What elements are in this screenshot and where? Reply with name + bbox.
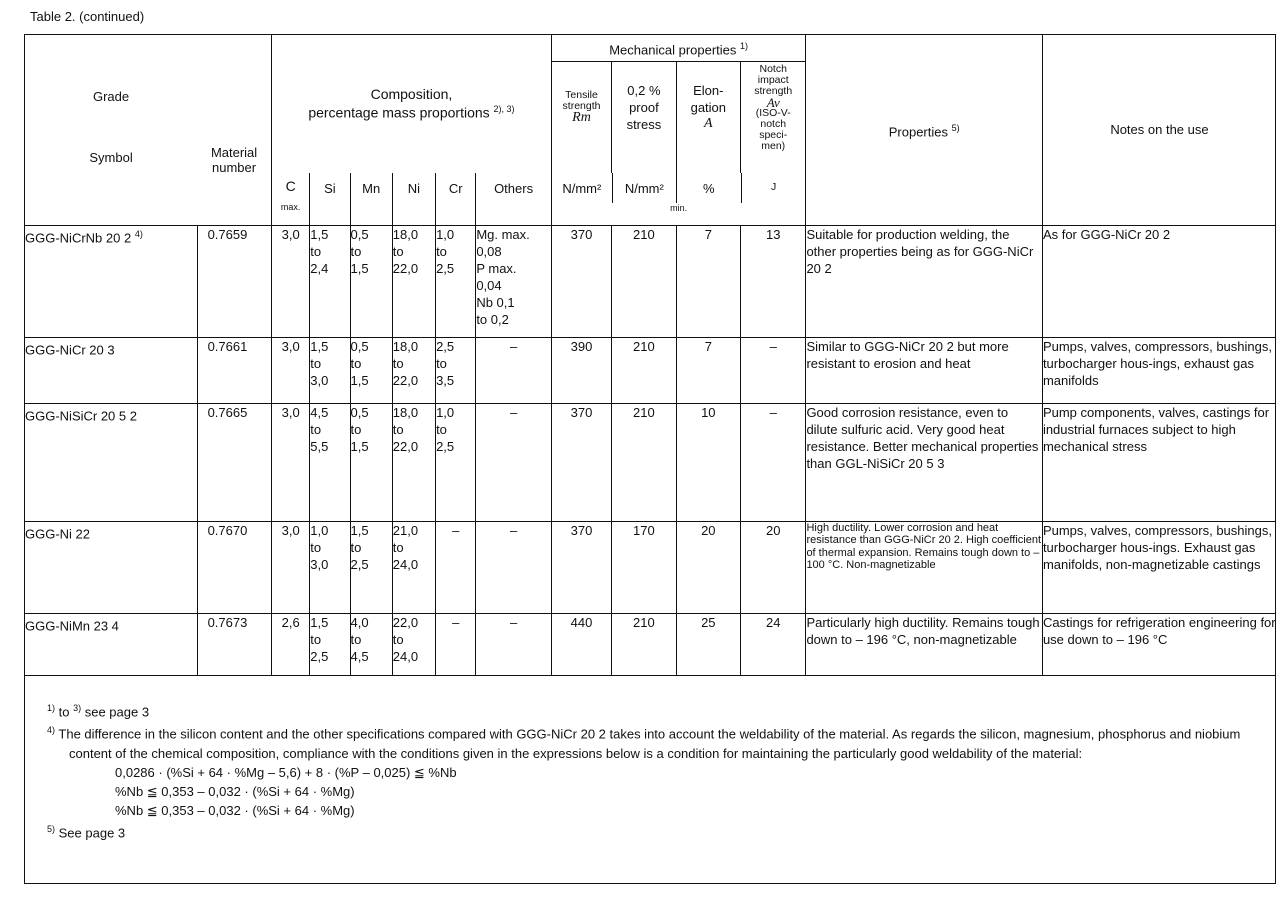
material-number: 0.7665 — [197, 403, 271, 521]
others-line: 0,08 — [476, 243, 502, 259]
ni-line: to — [392, 631, 404, 647]
cr-line: to — [436, 243, 447, 259]
cr-line: to — [436, 421, 447, 437]
others-line: Mg. max. — [476, 226, 530, 242]
proof-value: 210 — [612, 337, 676, 403]
elongation-value: 7 — [676, 337, 740, 403]
properties-text: Suitable for production welding, the other properties being as for GGG-NiCr 20 2 — [806, 225, 1043, 337]
si-line: 1,5 — [310, 226, 329, 242]
ni-line: 22,0 — [392, 260, 419, 276]
cr-line: to — [436, 355, 447, 371]
c-value: 3,0 — [272, 403, 310, 521]
si-value — [310, 337, 350, 403]
mn-line: 1,5 — [350, 260, 369, 276]
materials-table — [25, 35, 1276, 676]
si-value — [310, 403, 350, 521]
notes-header: Notes on the use — [1042, 35, 1276, 225]
proof-stress-header: 0,2 % proof stress — [612, 61, 676, 173]
notes-text: As for GGG-NiCr 20 2 — [1042, 225, 1276, 337]
material-number: 0.7670 — [197, 521, 271, 613]
notch-value: 20 — [741, 521, 806, 613]
mn-line: to — [350, 421, 362, 437]
elongation-value: 25 — [676, 613, 740, 675]
table-row — [25, 521, 1276, 613]
proof-value: 210 — [612, 225, 676, 337]
material-number: 0.7673 — [197, 613, 271, 675]
ni-line: 18,0 — [392, 404, 419, 420]
others-line: – — [509, 404, 518, 420]
cr-line: 2,5 — [436, 260, 455, 276]
col-ni: Ni — [392, 173, 435, 225]
mn-value — [350, 613, 392, 675]
material-number: 0.7661 — [197, 337, 271, 403]
ni-line: 24,0 — [392, 648, 419, 664]
tensile-value: 440 — [551, 613, 611, 675]
si-line: 1,0 — [310, 522, 329, 538]
cr-value — [436, 613, 476, 675]
ni-line: to — [392, 355, 404, 371]
mn-line: 4,0 — [350, 614, 369, 630]
properties-text: High ductility. Lower corrosion and heat resistance than GGG-NiCr 20 2. High coefficient of thermal expansion. Remains tough down to – 100 °C. Non-magnetizable — [806, 521, 1043, 613]
others-line: 0,04 — [476, 277, 502, 293]
si-line: to — [310, 631, 322, 647]
equation-3: %Nb ≦ 0,353 – 0,032 · (%Si + 64 · %Mg) — [115, 802, 355, 818]
si-line: 1,5 — [310, 614, 329, 630]
c-value: 3,0 — [272, 225, 310, 337]
others-value — [476, 521, 552, 613]
col-c: C max. — [272, 173, 310, 225]
elongation-header: Elon-gation A — [676, 61, 740, 173]
table-frame — [24, 34, 1276, 884]
ni-line: to — [392, 243, 404, 259]
unit-tensile: N/mm² — [552, 173, 613, 203]
unit-elong: % — [676, 173, 741, 203]
grade-symbol: GGG-NiMn 23 4 — [25, 613, 197, 675]
tensile-value: 390 — [551, 337, 611, 403]
others-line: Nb 0,1 — [476, 294, 515, 310]
elongation-value: 7 — [676, 225, 740, 337]
notch-value: – — [741, 403, 806, 521]
table-row — [25, 225, 1276, 337]
unit-proof: N/mm² — [612, 173, 676, 203]
si-value — [310, 521, 350, 613]
si-line: 1,5 — [310, 338, 329, 354]
ni-line: 18,0 — [392, 338, 419, 354]
cr-line: 1,0 — [436, 226, 455, 242]
si-line: 2,4 — [310, 260, 329, 276]
si-line: 4,5 — [310, 404, 329, 420]
others-line: to 0,2 — [476, 311, 509, 327]
mn-value — [350, 337, 392, 403]
others-line: – — [509, 338, 518, 354]
mn-line: 1,5 — [350, 372, 369, 388]
tensile-value: 370 — [551, 225, 611, 337]
grade-symbol: GGG-NiCr 20 3 — [25, 337, 197, 403]
ni-line: 18,0 — [392, 226, 419, 242]
others-line: – — [509, 614, 518, 630]
notch-value: – — [741, 337, 806, 403]
ni-line: 22,0 — [392, 614, 419, 630]
composition-header: Composition, percentage mass proportions $^{2), 3)}$ — [272, 35, 552, 173]
mechanical-properties-header: Mechanical properties $^{1)}$ — [551, 35, 806, 61]
ni-line: 22,0 — [392, 438, 419, 454]
ni-line: 21,0 — [392, 522, 419, 538]
ni-line: 24,0 — [392, 556, 419, 572]
footnote-5: $^{5)}$ See page 3 — [47, 823, 126, 840]
si-line: 5,5 — [310, 438, 329, 454]
si-line: 3,0 — [310, 556, 329, 572]
min-label: min. — [670, 203, 688, 213]
si-line: to — [310, 539, 322, 555]
grade-symbol: GGG-Ni 22 — [25, 521, 197, 613]
cr-value — [436, 337, 476, 403]
notes-text: Pump components, valves, castings for industrial furnaces subject to high mechanical stress — [1042, 403, 1276, 521]
c-value: 3,0 — [272, 521, 310, 613]
table-row — [25, 613, 1276, 675]
si-line: 3,0 — [310, 372, 329, 388]
properties-text: Particularly high ductility. Remains tough down to – 196 °C, non-magnetizable — [806, 613, 1043, 675]
proof-value: 210 — [612, 403, 676, 521]
si-line: to — [310, 243, 322, 259]
c-value: 3,0 — [272, 337, 310, 403]
symbol-header: Symbol — [89, 150, 133, 165]
properties-header: Properties $^{5)}$ — [806, 35, 1043, 225]
others-line: P max. — [476, 260, 517, 276]
mn-value — [350, 225, 392, 337]
si-line: to — [310, 355, 322, 371]
col-others: Others — [476, 173, 552, 225]
footnote-1-3: $^{1)}$ to $^{3)}$ see page 3 — [47, 703, 150, 720]
table-row — [25, 403, 1276, 521]
cr-value — [436, 403, 476, 521]
mn-line: to — [350, 355, 362, 371]
notes-text: Castings for refrigeration engineering for use down to – 196 °C — [1042, 613, 1276, 675]
material-number: 0.7659 — [197, 225, 271, 337]
grade-symbol: GGG-NiCrNb 20 2 $^{4)}$ — [25, 225, 197, 337]
ni-value — [392, 613, 435, 675]
mn-line: to — [350, 631, 362, 647]
grade-header: Grade — [92, 89, 130, 104]
footnotes — [25, 689, 1275, 842]
mn-line: 1,5 — [350, 438, 369, 454]
mn-line: 2,5 — [350, 556, 369, 572]
si-value — [310, 225, 350, 337]
mn-line: to — [350, 243, 362, 259]
elongation-value: 10 — [676, 403, 740, 521]
notch-value: 24 — [741, 613, 806, 675]
cr-line: – — [452, 522, 460, 538]
c-value: 2,6 — [272, 613, 310, 675]
mn-line: 1,5 — [350, 522, 369, 538]
grade-symbol: GGG-NiSiCr 20 5 2 — [25, 403, 197, 521]
si-line: 2,5 — [310, 648, 329, 664]
mn-line: 0,5 — [350, 338, 369, 354]
ni-line: 22,0 — [392, 372, 419, 388]
elongation-value: 20 — [676, 521, 740, 613]
footnote-4: $^{4)}$ The difference in the silicon content and the other specifications compared with GGG-NiCr 20 2 takes into account the weldability of the material. As regards the silicon, magnesium, phosphorus and niobium content of the chemical composition, compliance with the conditions given in the expressions below is a condition for maintaining the particularly good weldability of the material: — [47, 725, 1241, 761]
si-line: to — [310, 421, 322, 437]
mn-line: 0,5 — [350, 226, 369, 242]
ni-line: to — [392, 421, 404, 437]
others-line: – — [509, 522, 518, 538]
ni-value — [392, 225, 435, 337]
grade-symbol-header — [25, 35, 197, 225]
cr-value — [436, 521, 476, 613]
properties-text: Similar to GGG-NiCr 20 2 but more resistant to erosion and heat — [806, 337, 1043, 403]
tensile-header: Tensile strength Rm — [551, 61, 611, 173]
cr-line: 2,5 — [436, 438, 455, 454]
properties-text: Good corrosion resistance, even to dilute sulfuric acid. Very good heat resistance. Better mechanical properties than GGL-NiSiCr 20 5 3 — [806, 403, 1043, 521]
notch-impact-header: Notch impact strength Av (ISO-V-notch speci-men) — [741, 61, 806, 173]
others-value — [476, 613, 552, 675]
mn-value — [350, 521, 392, 613]
unit-notch: J — [771, 181, 777, 193]
notch-value: 13 — [741, 225, 806, 337]
ni-value — [392, 403, 435, 521]
others-value — [476, 403, 552, 521]
notes-text: Pumps, valves, compressors, bushings, turbocharger hous-ings, exhaust gas manifolds — [1042, 337, 1276, 403]
col-si: Si — [310, 173, 350, 225]
proof-value: 210 — [612, 613, 676, 675]
others-value — [476, 337, 552, 403]
ni-line: to — [392, 539, 404, 555]
cr-value — [436, 225, 476, 337]
mn-line: 0,5 — [350, 404, 369, 420]
equation-2: %Nb ≦ 0,353 – 0,032 · (%Si + 64 · %Mg) — [115, 783, 355, 799]
tensile-value: 370 — [551, 403, 611, 521]
ni-value — [392, 337, 435, 403]
col-mn: Mn — [350, 173, 392, 225]
equation-1: 0,0286 · (%Si + 64 · %Mg – 5,6) + 8 · (%P – 0,025) ≦ %Nb — [115, 764, 457, 780]
mech-units-row — [551, 173, 806, 225]
cr-line: 1,0 — [436, 404, 455, 420]
cr-line: 2,5 — [436, 338, 455, 354]
si-value — [310, 613, 350, 675]
ni-value — [392, 521, 435, 613]
cr-line: – — [452, 614, 460, 630]
notes-text: Pumps, valves, compressors, bushings, turbocharger hous-ings. Exhaust gas manifolds, non-magnetizable castings — [1042, 521, 1276, 613]
mn-line: 4,5 — [350, 648, 369, 664]
tensile-value: 370 — [551, 521, 611, 613]
col-cr: Cr — [436, 173, 476, 225]
mn-value — [350, 403, 392, 521]
cr-line: 3,5 — [436, 372, 455, 388]
mn-line: to — [350, 539, 362, 555]
material-number-header: Material number — [197, 35, 271, 225]
table-row — [25, 337, 1276, 403]
table-caption: Table 2. (continued) — [30, 9, 145, 24]
others-value — [476, 225, 552, 337]
proof-value: 170 — [612, 521, 676, 613]
